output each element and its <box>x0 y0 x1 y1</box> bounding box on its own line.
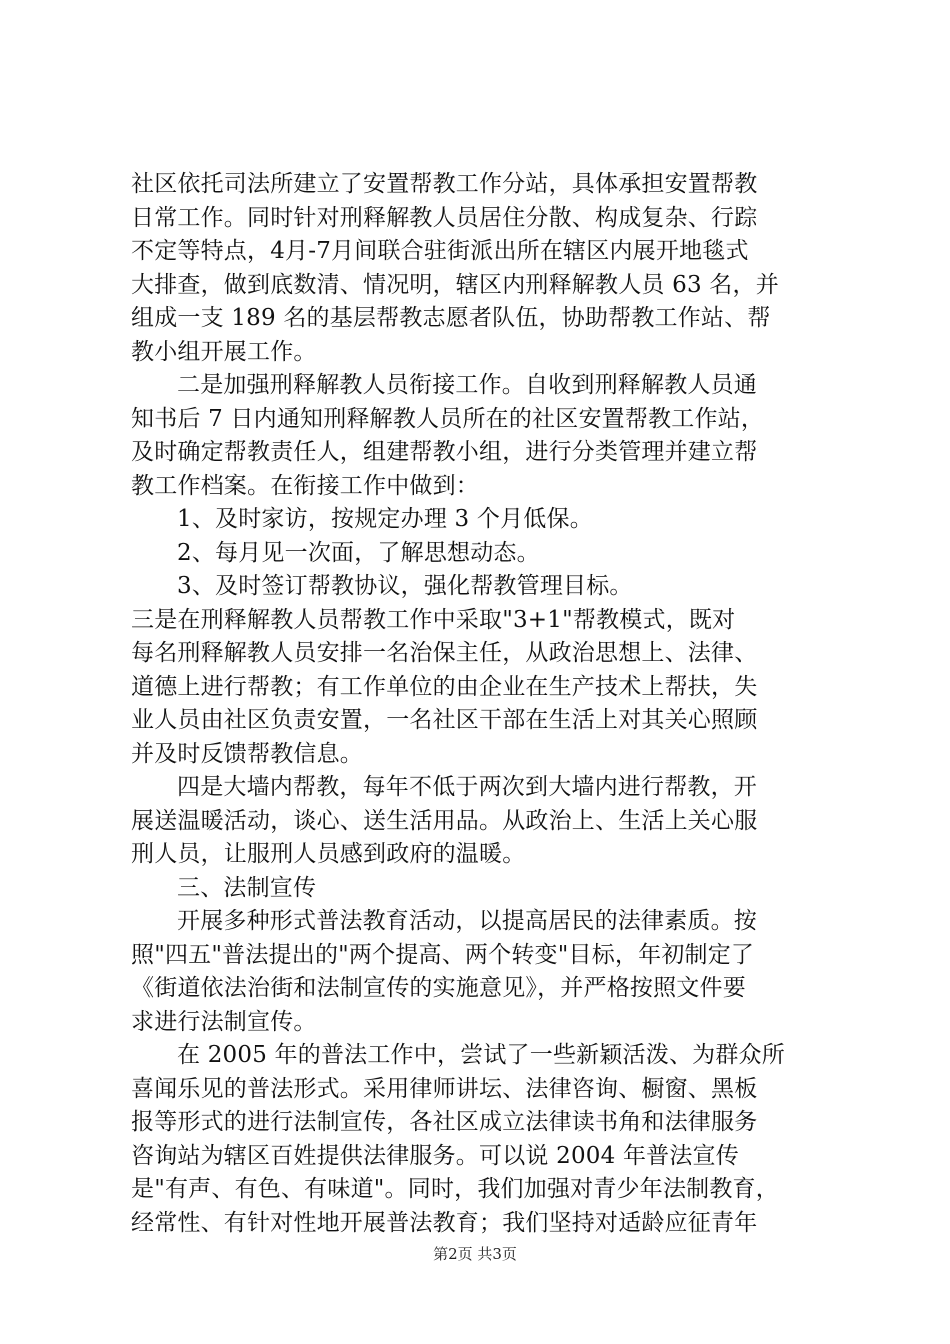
body-text <box>131 168 831 1240</box>
text-line: 知书后 7 日内通知刑释解教人员所在的社区安置帮教工作站， <box>131 405 765 432</box>
text-line: 照"四五"普法提出的"两个提高、两个转变"目标，年初制定了 <box>131 941 755 968</box>
text-line: 每名刑释解教人员安排一名治保主任，从政治思想上、法律、 <box>131 640 758 666</box>
text-line: 三是在刑释解教人员帮教工作中采取"3+1"帮教模式，既对 <box>131 606 736 633</box>
text-line: 业人员由社区负责安置，一名社区干部在生活上对其关心照顾 <box>131 707 758 733</box>
text-line: 教工作档案。在衔接工作中做到： <box>131 472 479 499</box>
text-line: 二是加强刑释解教人员衔接工作。自收到刑释解教人员通 <box>177 372 757 398</box>
text-line: 3、及时签订帮教协议，强化帮教管理目标。 <box>177 573 633 599</box>
text-line: 日常工作。同时针对刑释解教人员居住分散、构成复杂、行踪 <box>131 204 758 231</box>
text-line: 求进行法制宣传。 <box>131 1008 317 1035</box>
text-line: 开展多种形式普法教育活动，以提高居民的法律素质。按 <box>177 908 757 934</box>
text-line: 不定等特点，4月-7月间联合驻街派出所在辖区内展开地毯式 <box>131 238 749 264</box>
page-footer: 第2页 共3页 <box>433 1245 517 1263</box>
text-line: 四是大墙内帮教，每年不低于两次到大墙内进行帮教，开 <box>177 774 757 800</box>
text-line: 报等形式的进行法制宣传，各社区成立法律读书角和法律服务 <box>131 1109 758 1135</box>
text-line: 并及时反馈帮教信息。 <box>131 740 363 767</box>
text-line: 三、法制宣传 <box>177 874 317 901</box>
text-line: 《街道依法治街和法制宣传的实施意见》，并严格按照文件要 <box>131 975 746 1001</box>
text-line: 及时确定帮教责任人，组建帮教小组，进行分类管理并建立帮 <box>131 439 758 465</box>
text-line: 展送温暖活动，谈心、送生活用品。从政治上、生活上关心服 <box>131 807 758 834</box>
text-line: 咨询站为辖区百姓提供法律服务。可以说 2004 年普法宣传 <box>131 1142 739 1169</box>
text-line: 教小组开展工作。 <box>131 338 317 365</box>
text-line: 喜闻乐见的普法形式。采用律师讲坛、法律咨询、橱窗、黑板 <box>131 1075 758 1102</box>
text-line: 大排查，做到底数清、情况明，辖区内刑释解教人员 63 名，并 <box>131 271 779 298</box>
text-line: 组成一支 189 名的基层帮教志愿者队伍，协助帮教工作站、帮 <box>131 305 771 331</box>
text-line: 社区依托司法所建立了安置帮教工作分站，具体承担安置帮教 <box>131 171 758 197</box>
text-line: 1、及时家访，按规定办理 3 个月低保。 <box>177 506 593 532</box>
text-line: 经常性、有针对性地开展普法教育；我们坚持对适龄应征青年 <box>131 1209 758 1236</box>
text-line: 在 2005 年的普法工作中，尝试了一些新颖活泼、为群众所 <box>177 1042 785 1068</box>
text-line: 是"有声、有色、有味道"。同时，我们加强对青少年法制教育， <box>131 1176 779 1202</box>
text-line: 2、每月见一次面，了解思想动态。 <box>177 539 540 566</box>
text-line: 道德上进行帮教；有工作单位的由企业在生产技术上帮扶，失 <box>131 673 758 700</box>
text-line: 刑人员，让服刑人员感到政府的温暖。 <box>131 841 526 867</box>
